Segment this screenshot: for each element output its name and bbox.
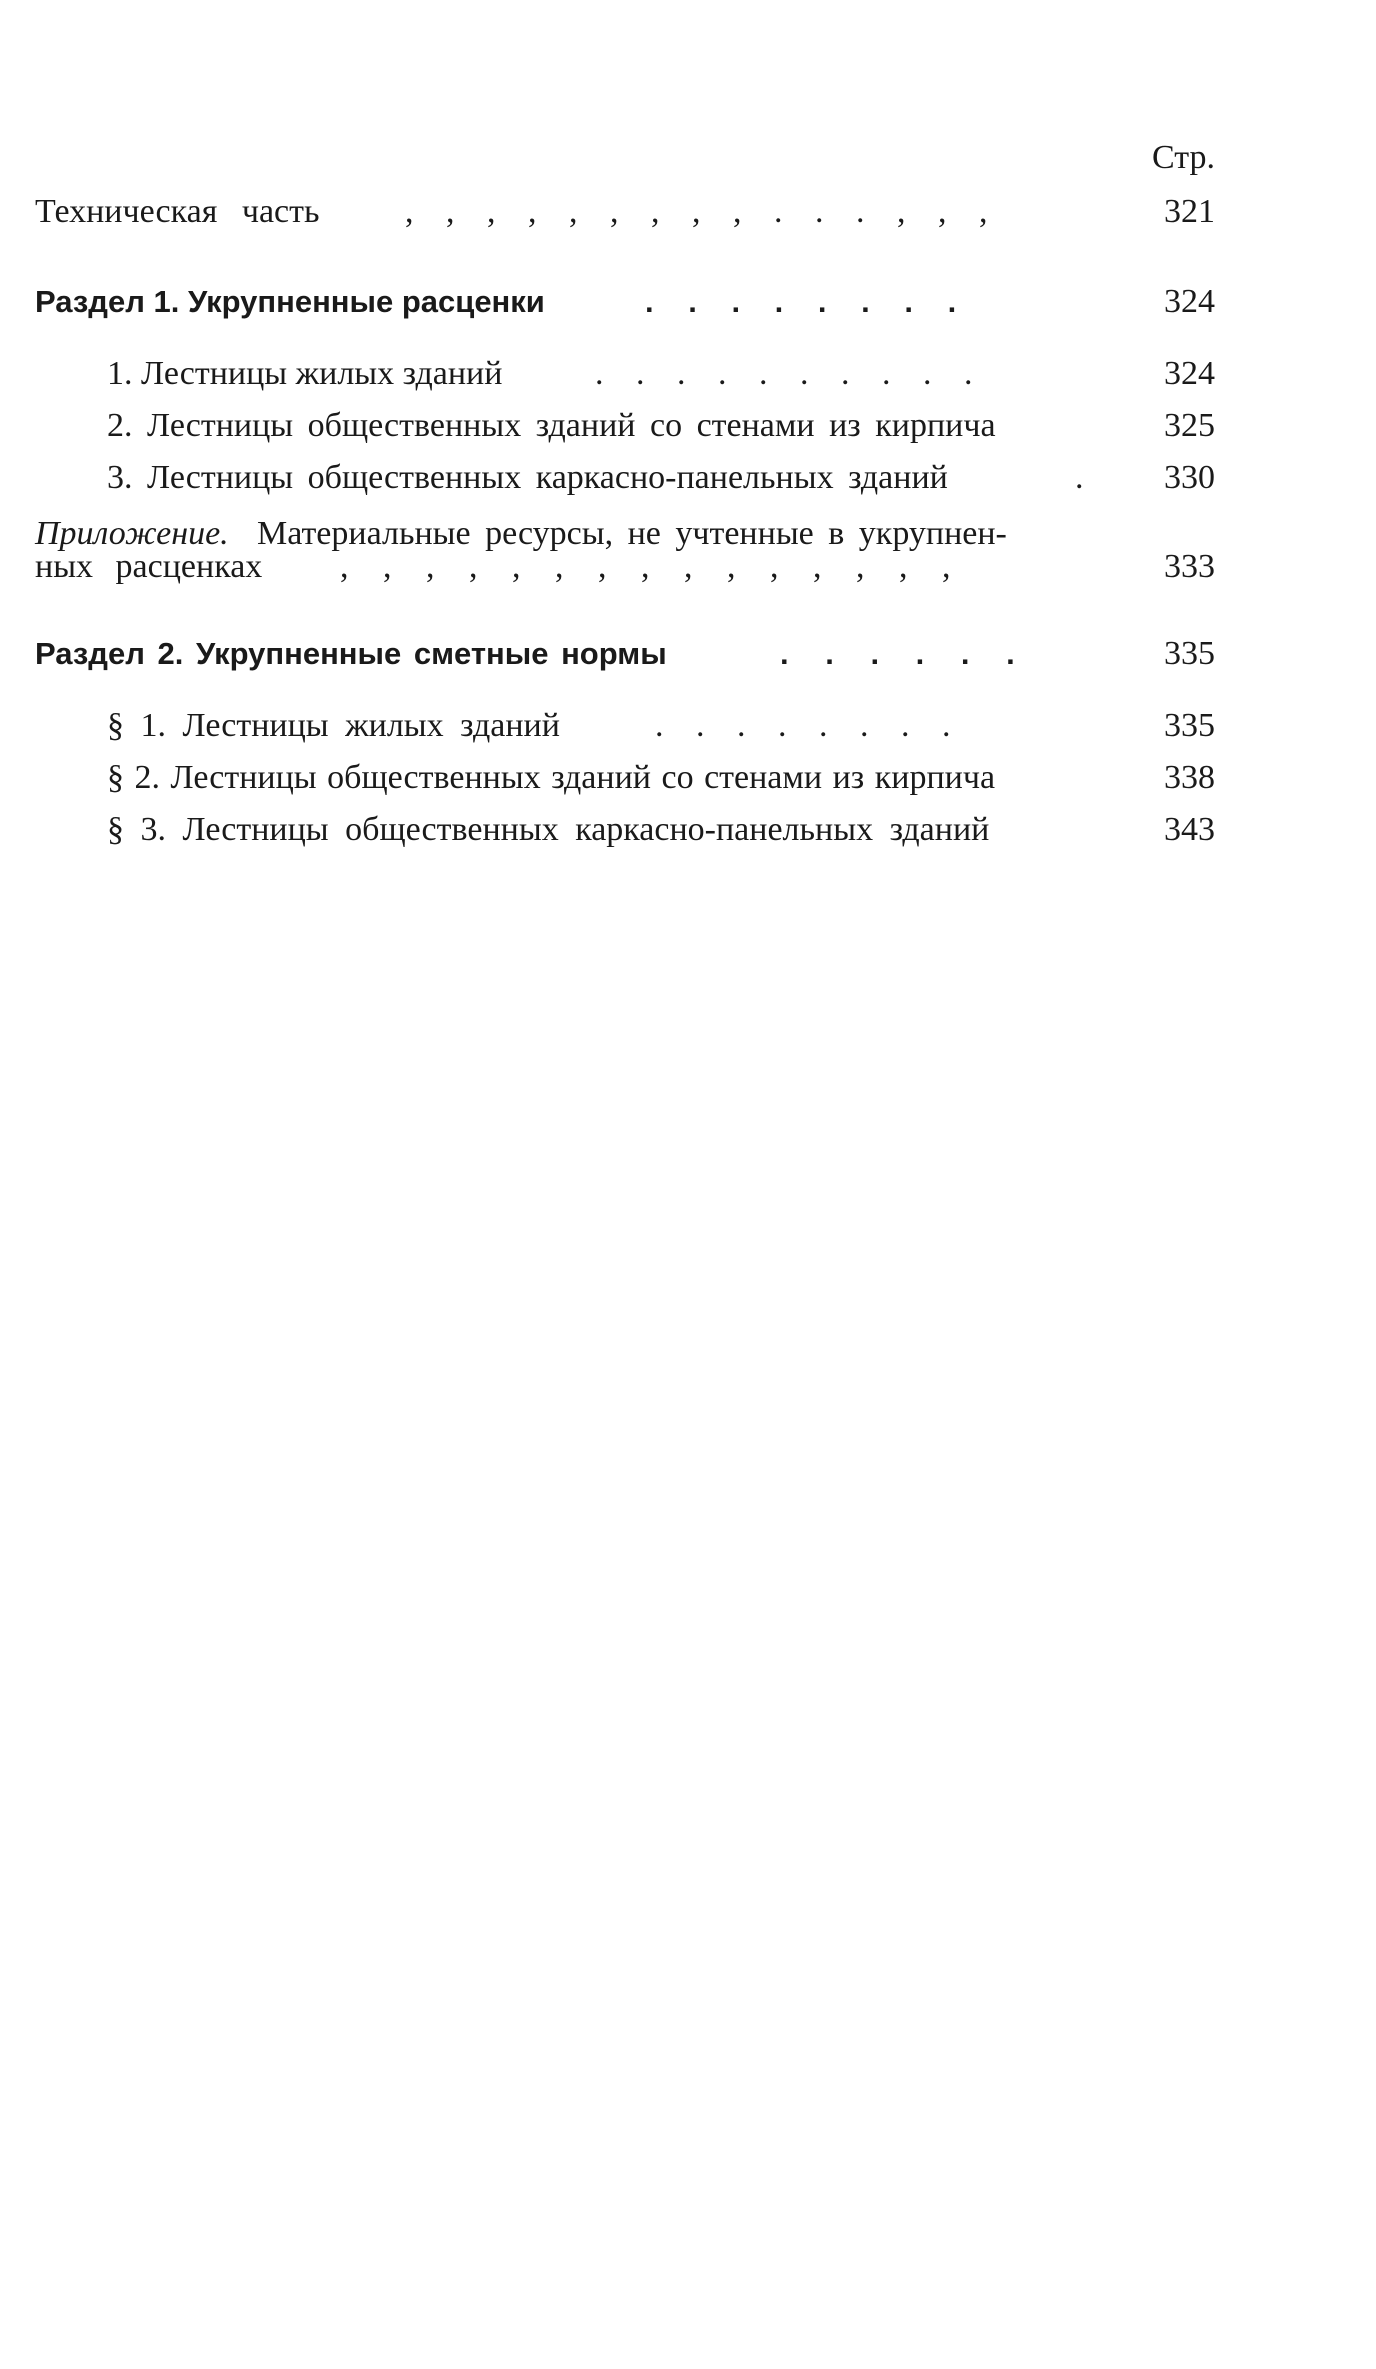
toc-entry-text: Техническая часть bbox=[35, 193, 320, 230]
toc-leader: . . . . . . . . bbox=[645, 284, 957, 319]
page-column-label: Стр. bbox=[1151, 139, 1215, 176]
toc-entry-text: 3. Лестницы общественных каркасно-панельных зданий bbox=[107, 459, 948, 496]
toc-entry-text: § 2. Лестницы общественных зданий со стенами из кирпича bbox=[107, 759, 996, 796]
toc-page-number: 343 bbox=[1164, 811, 1215, 848]
toc-page-number: 335 bbox=[1164, 707, 1215, 744]
toc-leader: . . . . . . . . bbox=[655, 707, 951, 744]
toc-entry-text: 1. Лестницы жилых зданий bbox=[107, 355, 503, 392]
toc-page-number: 325 bbox=[1164, 407, 1215, 444]
toc-leader: . . . . . . bbox=[780, 636, 1015, 671]
toc-leader: , , , , , , , , , . . . , , , bbox=[405, 193, 988, 230]
toc-entry-text: 2. Лестницы общественных зданий со стенами из кирпича bbox=[107, 407, 996, 444]
toc-leader: , , , , , , , , , , , , , , , bbox=[340, 548, 951, 585]
toc-page-number: 330 bbox=[1164, 459, 1215, 496]
toc-page-number: 324 bbox=[1164, 355, 1215, 392]
toc-page-number: 324 bbox=[1164, 283, 1215, 320]
toc-appendix-label: Приложение. bbox=[35, 515, 229, 552]
toc-section-title: Раздел 2. Укрупненные сметные нормы bbox=[35, 636, 667, 671]
toc-page-number: 338 bbox=[1164, 759, 1215, 796]
toc-leader: . . . . . . . . . . bbox=[595, 355, 973, 392]
toc-page-number: 321 bbox=[1164, 193, 1215, 230]
toc-page-number: 335 bbox=[1164, 635, 1215, 672]
toc-appendix-text-line1: Материальные ресурсы, не учтенные в укрупнен- bbox=[257, 515, 1007, 552]
table-of-contents bbox=[35, 0, 1215, 900]
toc-entry-text: § 3. Лестницы общественных каркасно-панельных зданий bbox=[107, 811, 990, 848]
toc-section-title: Раздел 1. Укрупненные расценки bbox=[35, 284, 545, 319]
toc-appendix-text-line2: ных расценках bbox=[35, 548, 263, 585]
toc-entry-text: § 1. Лестницы жилых зданий bbox=[107, 707, 560, 744]
toc-page-number: 333 bbox=[1164, 548, 1215, 585]
toc-leader: . bbox=[1075, 459, 1084, 496]
